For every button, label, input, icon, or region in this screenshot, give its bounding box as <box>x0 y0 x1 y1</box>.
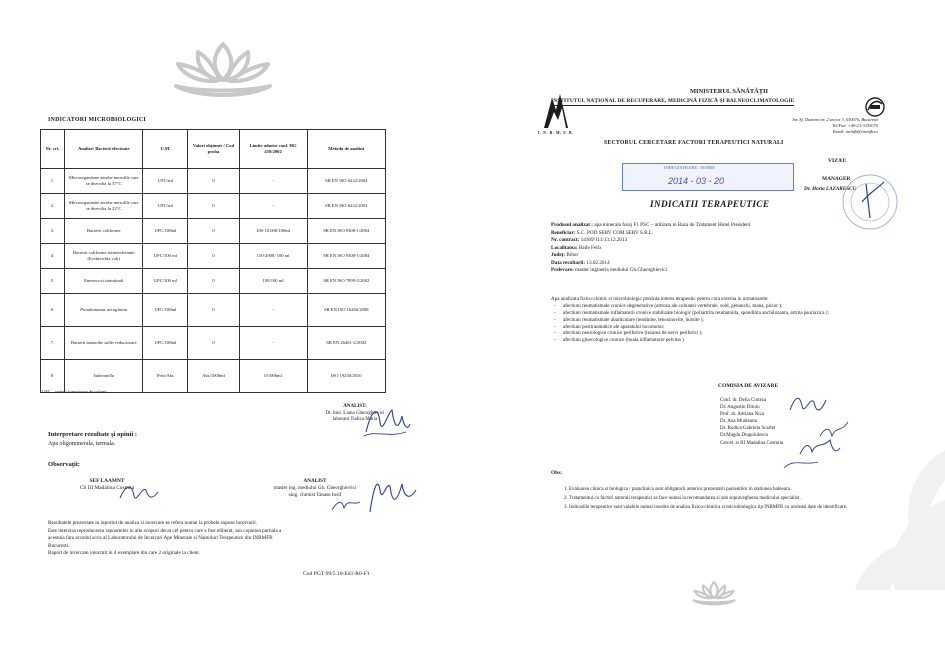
cell-um: UFC/ml <box>143 169 188 194</box>
cell-um: UFC/100ml <box>143 294 188 327</box>
apa-intro: Apa analizata fizico-chimic si microbiologic prezinta interes terapeutic pentru cura externa in urmatoarele: <box>551 296 769 302</box>
institute-name: INSTITUTUL NAŢIONAL DE RECUPERARE, MEDICINĂ FIZICĂ ŞI BALNEOCLIMATOLOGIE <box>551 98 795 104</box>
sector-title: SECTORUL CERCETARE FACTORI TERAPEUTICI NATURALI <box>604 140 784 146</box>
cell-lim: - <box>239 169 307 194</box>
info-line <box>551 230 881 238</box>
cell-nr: 4. <box>41 244 65 269</box>
info-line <box>551 245 881 253</box>
info-label: Localitatea: <box>551 244 578 251</box>
indication-item: - afectiuni reumatismale abarticulare (tendinite, tenosinovite, bursite ); <box>551 317 886 324</box>
obs-heading: Obs: <box>551 470 563 476</box>
cell-analiza: Microorganisme aerobe mezofile care se dezvolta la 22°C <box>65 194 143 219</box>
info-line <box>551 252 881 260</box>
footer-line-5: Raport de incercare intocmit in 4 exemplare din care 2 originale la client. <box>48 550 200 557</box>
stamp-label: INREGISTRARE / IESIRE <box>664 165 716 170</box>
cell-um: UFC/100 ml <box>143 244 188 269</box>
cell-analiza: Microorganisme aerobe mezofile care se dezvolta la 37°C <box>65 169 143 194</box>
cell-nr: 3. <box>41 219 65 244</box>
therapeutic-indications <box>551 296 886 344</box>
analist-name-1: Dr. biol. Liana Gheorghievici <box>325 410 385 416</box>
cell-met: SR EN ISO 16266/2008 <box>307 294 385 327</box>
cell-lim: 150-2000/ 100 ml <box>239 244 307 269</box>
vizat-label: VIZAT: <box>828 158 847 164</box>
cell-val: 0 <box>188 169 239 194</box>
cell-val: 0 <box>188 294 239 327</box>
microbiology-table <box>40 129 386 393</box>
cod-form: Cod PGT 09/5.10-Ed1-R0-F1 <box>303 571 370 577</box>
obs-note: 2. Tratamentul cu factori naturali terapeutici se face numai la recomandarea si sub supravegherea medicului specialist . <box>564 496 802 501</box>
cell-met: SR EN ISO 7899-2/2002 <box>307 269 385 294</box>
info-value: Baile Felix <box>577 244 602 251</box>
comisia-member: Dr. Augustin Ditoiu <box>720 405 760 411</box>
cell-met: SR EN 26461-2/2002 <box>307 327 385 360</box>
analist-name-2: laborant Tudica Maria <box>332 417 378 422</box>
institute-logo-icon <box>542 90 570 130</box>
cell-analiza: Bacterii anaerobe sulfit-reducatoare <box>65 327 143 360</box>
cell-lim: - <box>239 327 307 360</box>
cell-nr: 5. <box>41 269 65 294</box>
table-header-row <box>41 130 386 169</box>
obs-notes <box>564 486 874 513</box>
comisia-member: Conf. dr. Delia Cinteza <box>720 398 767 403</box>
obs-note: 3. Indicatiile terapeutice sunt valabile numai insotite de analiza fizico-chimica si microbiologica tip INRMFB cu aceleasi date de identificare. <box>564 505 848 510</box>
table-row <box>41 360 386 393</box>
cell-analiza: Pseudomonas aeruginosa <box>65 294 143 327</box>
cell-nr: 7. <box>41 327 65 360</box>
analist2-name-1: master ing. mediului Gh. Gheorghievici <box>273 484 357 491</box>
info-label: Beneficiar: <box>551 229 576 236</box>
cell-nr: 8. <box>41 360 65 393</box>
info-line <box>551 237 881 245</box>
comisia-member: Dr. Rodica Gabriela Scarlet <box>720 426 776 432</box>
left-footer-notes <box>48 520 408 558</box>
info-label: Nr. contract: <box>551 237 580 244</box>
cell-lim: - <box>239 194 307 219</box>
info-value: Bihor <box>565 252 579 259</box>
lotus-logo-top <box>168 40 278 98</box>
observatii-heading: Observaţii: <box>48 461 80 468</box>
lotus-logo-bottom <box>690 580 738 606</box>
table-row <box>41 169 386 194</box>
cell-val: 0 <box>188 327 239 360</box>
cell-val: 0 <box>188 269 239 294</box>
cell-val: Abs/1000ml <box>188 360 239 393</box>
comisia-member: Prof. dr. Adriana Nica <box>720 412 765 418</box>
address-line-1: Str. Sf. Dumitru nr. 2 sector 3, 030076, Bucuresti <box>792 117 878 122</box>
table-row <box>41 244 386 269</box>
col-analiza: Analize/ Bacterii efectuate <box>65 130 143 169</box>
comisia-member: Cercet. st III Madalina Cosmita <box>720 440 784 446</box>
analist-label: ANALIST: <box>343 404 367 409</box>
signatures-comisia <box>780 392 860 472</box>
info-label: Judeţ: <box>551 252 566 259</box>
info-value: 14369/111/13.12.2013 <box>579 237 628 244</box>
sef-name: CS III Madalina Cosmita <box>79 485 135 492</box>
footer-line-3: acestuia fara acordul scris al Laboratorului de Incercari Ape Minerale si Namoluri Terapeutice din INRMFB <box>48 535 273 542</box>
cell-met: SR EN ISO 6222/2004 <box>307 194 385 219</box>
info-value: 13.02.2014 <box>585 259 610 266</box>
cell-analiza: Salmonella <box>65 360 143 393</box>
indication-item: - afectiuni neurologice cronice periferice (lezarea de nervi periferici ); <box>551 330 886 337</box>
cell-met: SR EN ISO 6222/2004 <box>307 169 385 194</box>
table-row <box>41 219 386 244</box>
info-value: apa minerala foraj F1 PSC – utilizata in Baza de Tratament Hotel President <box>593 222 751 228</box>
indicatii-title: INDICATII TERAPEUTICE <box>650 199 770 209</box>
info-line <box>551 260 881 268</box>
indication-item: - afectiuni reumatismale cronice degenerative (artroza ale coloanei vertebrale, sold, genunchi, mana, picior ); <box>551 303 886 310</box>
footer-line-1: Rezultatele prezentate in raportul de analiza si incercare se refera numai la probele supuse incercarii. <box>48 520 257 526</box>
ministry-name: MINISTERUL SĂNĂTĂŢII <box>690 88 768 95</box>
institute-address <box>718 117 878 135</box>
col-um: U.M. <box>143 130 188 169</box>
cell-val: 0 <box>188 194 239 219</box>
product-info <box>551 222 881 275</box>
col-metoda: Metoda de analiză <box>307 130 385 169</box>
analist2-label: ANALIST <box>303 478 327 484</box>
info-label: Data recoltarii: <box>551 259 586 266</box>
sef-label: SEF LAAMNT <box>89 478 125 484</box>
comisia-member: Dr. Ana Munteanu <box>720 419 758 425</box>
interpretare-text: Apa oligominerala, termala. <box>48 441 116 447</box>
cell-um: UFC/100 ml <box>143 269 188 294</box>
info-value: master ingineria mediului Gh.Gheorghievici <box>573 267 667 274</box>
table-row <box>41 327 386 360</box>
cell-nr: 2. <box>41 194 65 219</box>
info-label: Prelevare: <box>551 267 574 274</box>
cell-val: 0 <box>188 244 239 269</box>
col-nr: Nr. crt. <box>41 130 65 169</box>
address-line-2: Tel/Fax: +40-21-3155070 <box>832 122 878 128</box>
interpretare-heading: Interpretare rezultate şi opinii : <box>48 431 137 438</box>
cell-analiza: Enterococi intestinali <box>65 269 143 294</box>
stamp-date: 2014 - 03 - 20 <box>668 176 725 186</box>
cell-lim: 100/100 ml <box>239 269 307 294</box>
info-line <box>551 267 881 275</box>
info-label: Produsul analizat : <box>551 222 593 228</box>
cell-lim: 0/1000ml <box>239 360 307 393</box>
cell-val: 0 <box>188 219 239 244</box>
signature-analist2 <box>330 476 420 516</box>
table-row <box>41 294 386 327</box>
obs-note: 1. Evaluarea clinica si biologica / paraclinica sunt obligatorii anterior prezentarii pacientilor in statiunea balneara . <box>564 487 793 492</box>
info-value: S.C. POD SERV COM SERV S.R.L. <box>575 229 654 236</box>
iso-cert-icon <box>862 96 888 118</box>
signature-analist <box>362 402 412 440</box>
cell-met: SR EN ISO 9308-1/2004 <box>307 219 385 244</box>
col-limite: Limite admise conf. HG 459/2002 <box>239 130 307 169</box>
cell-um: UFC/ml <box>143 194 188 219</box>
microbiology-title: INDICATORI MICROBIOLOGICI <box>48 117 146 123</box>
comisia-heading: COMISIA DE AVIZARE <box>718 383 779 389</box>
col-valori: Valori obţinute / Cod proba <box>188 130 239 169</box>
info-line <box>551 222 881 230</box>
table-row <box>41 194 386 219</box>
cell-nr: 1. <box>41 169 65 194</box>
cell-analiza: Bacterii coliforme <box>65 219 143 244</box>
cell-um: Prez/Abs <box>143 360 188 393</box>
cell-met: ISO 19250/2010 <box>307 360 385 393</box>
cell-um: UFC/100ml <box>143 327 188 360</box>
cell-lim: 100-10.000/100ml <box>239 219 307 244</box>
footer-line-2: Este interzisa reproducerea rapoartelor in alte scopuri decat cel pentru care a fost eliberat, sau copierea partiala a <box>48 527 282 534</box>
indication-item: - afectiuni ginecologice cronice (boala inflamatorie pelvina ) <box>551 337 886 344</box>
manager-name: Dr. Horia LAZARESCU <box>804 186 857 192</box>
indication-item: - afectiuni posttraumatice ale aparatului locomotor; <box>551 324 886 331</box>
indication-item: - afectiuni reumatismale inflamatorii cronice stabilizate biologic (poliartrita reumatoida, spondilita anchilozanta, artrita psoriazica ); <box>551 310 886 317</box>
cell-um: UFC/100ml <box>143 219 188 244</box>
manager-label: MANAGER <box>822 176 851 182</box>
comisia-member: Dr.Magda Dragoiulescu <box>720 433 769 439</box>
comisia-list <box>720 397 783 447</box>
ufc-note: UFC – unitati formatoare de colonii <box>42 389 107 394</box>
analist2-name-2: sing. chimist Tanase Iosif <box>288 491 342 498</box>
table-row <box>41 269 386 294</box>
cell-lim: - <box>239 294 307 327</box>
cell-met: SR EN ISO 9308-1/2004 <box>307 244 385 269</box>
address-line-3: Email: inrmfb@inrmfb.ro <box>832 128 878 134</box>
institute-logo-text: I. N. R. M. F. B. <box>538 131 574 135</box>
cell-analiza: Bacterii coliforme termotolerante (Escherichia coli) <box>65 244 143 269</box>
cell-nr: 6. <box>41 294 65 327</box>
footer-line-4: Bucuresti. <box>48 542 70 549</box>
signature-sef <box>118 480 160 506</box>
